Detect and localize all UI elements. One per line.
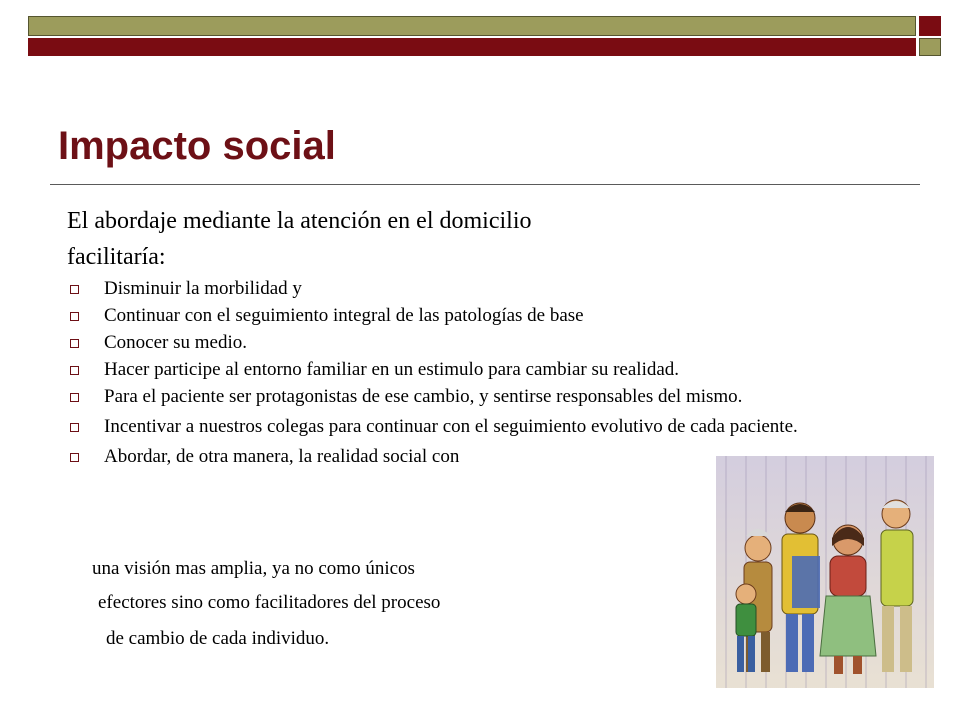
maroon-square (919, 16, 941, 36)
olive-square (919, 38, 941, 56)
bullet-list (68, 279, 928, 479)
list-item (68, 306, 928, 326)
list-item-text: Disminuir la morbilidad y (104, 278, 302, 299)
intro-line: facilitaría: (67, 244, 166, 270)
list-item-text: Para el paciente ser protagonistas de ese cambio, y sentirse responsables del mismo. (104, 386, 743, 407)
list-item-text: Continuar con el seguimiento integral de las patologías de base (104, 305, 584, 326)
square-bullet-icon (70, 366, 79, 375)
continuation-line: de cambio de cada individuo. (106, 628, 330, 649)
square-bullet-icon (70, 285, 79, 294)
square-bullet-icon (70, 453, 79, 462)
square-bullet-icon (70, 312, 79, 321)
slide-title: Impacto social (58, 124, 336, 168)
list-item (68, 387, 914, 407)
continuation-line: una visión mas amplia, ya no como únicos (92, 558, 415, 579)
list-item (68, 279, 928, 299)
list-item-text: Abordar, de otra manera, la realidad social con (104, 446, 460, 467)
list-item-text: Incentivar a nuestros colegas para continuar con el seguimiento evolutivo de cada paciente. (104, 416, 798, 437)
maroon-bar (28, 38, 916, 56)
square-bullet-icon (70, 423, 79, 432)
square-bullet-icon (70, 393, 79, 402)
intro-text (67, 203, 767, 275)
list-item-text: Conocer su medio. (104, 332, 248, 353)
list-item (68, 360, 928, 380)
header-decoration (28, 16, 942, 56)
olive-bar (28, 16, 916, 36)
square-bullet-icon (70, 339, 79, 348)
list-item-text: Hacer participe al entorno familiar en un estimulo para cambiar su realidad. (104, 359, 680, 380)
continuation-line: efectores sino como facilitadores del proceso (98, 592, 441, 613)
title-divider (50, 184, 920, 185)
list-item (68, 417, 914, 437)
list-item (68, 333, 928, 353)
family-group-illustration (716, 456, 934, 688)
intro-line: El abordaje mediante la atención en el domicilio (67, 208, 532, 234)
